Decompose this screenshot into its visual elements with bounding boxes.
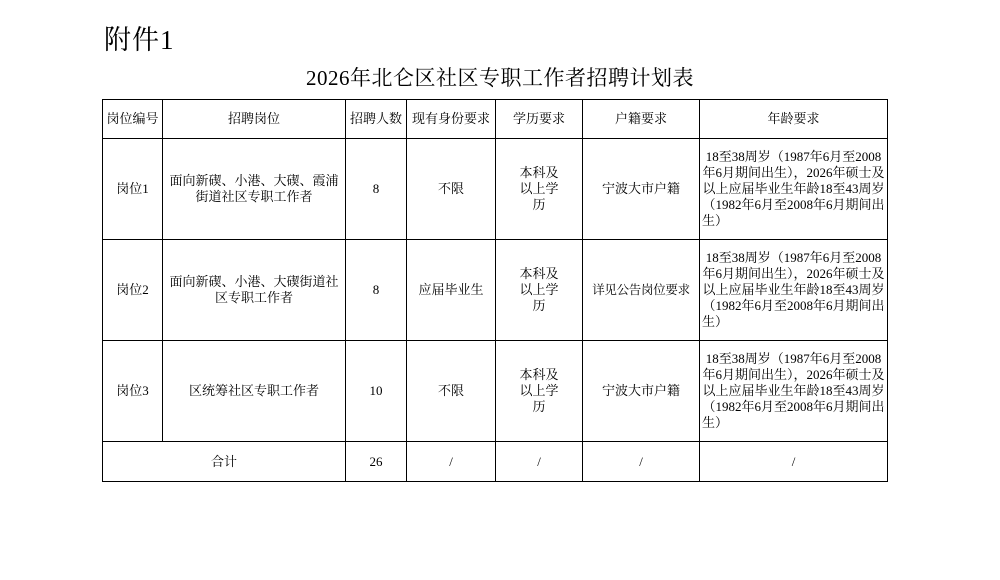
count-cell: 8 (346, 240, 407, 341)
position-id-cell: 岗位1 (103, 139, 163, 240)
age-cell: 18至38周岁（1987年6月至2008年6月期间出生），2026年硕士及以上应届毕业生年龄18至43周岁（1982年6月至2008年6月期间出生） (700, 240, 888, 341)
count-cell: 8 (346, 139, 407, 240)
count-cell: 10 (346, 341, 407, 442)
position-cell (163, 341, 346, 442)
total-label-cell: 合计 (103, 442, 346, 482)
total-residence-cell: / (583, 442, 700, 482)
table-row (103, 139, 888, 240)
attachment-label: 附件1 (104, 25, 175, 55)
age-cell: 18至38周岁（1987年6月至2008年6月期间出生），2026年硕士及以上应届毕业生年龄18至43周岁（1982年6月至2008年6月期间出生） (700, 139, 888, 240)
header-count: 招聘人数 (346, 100, 407, 139)
residence-cell: 宁波大市户籍 (583, 139, 700, 240)
position-id-cell: 岗位3 (103, 341, 163, 442)
table-row (103, 341, 888, 442)
total-identity-cell: / (407, 442, 496, 482)
identity-cell: 不限 (407, 341, 496, 442)
total-row (103, 442, 888, 482)
position-id-cell: 岗位2 (103, 240, 163, 341)
header-identity: 现有身份要求 (407, 100, 496, 139)
page-title: 2026年北仑区社区专职工作者招聘计划表 (306, 66, 694, 90)
position-cell (163, 139, 346, 240)
education-cell: 本科及以上学历 (496, 139, 583, 240)
table-row (103, 240, 888, 341)
total-age-cell: / (700, 442, 888, 482)
total-count-cell: 26 (346, 442, 407, 482)
table-header-row (103, 100, 888, 139)
recruitment-plan-table (102, 99, 888, 482)
header-position: 招聘岗位 (163, 100, 346, 139)
residence-cell: 详见公告岗位要求 (583, 240, 700, 341)
education-cell: 本科及以上学历 (496, 341, 583, 442)
education-cell: 本科及以上学历 (496, 240, 583, 341)
position-cell (163, 240, 346, 341)
position-text: 面向新碶、小港、大碶、霞浦街道社区专职工作者 (169, 173, 339, 204)
residence-cell: 宁波大市户籍 (583, 341, 700, 442)
header-age: 年龄要求 (700, 100, 888, 139)
total-education-cell: / (496, 442, 583, 482)
header-education: 学历要求 (496, 100, 583, 139)
identity-cell: 不限 (407, 139, 496, 240)
header-residence: 户籍要求 (583, 100, 700, 139)
position-text: 区统筹社区专职工作者 (188, 383, 319, 398)
header-position-id: 岗位编号 (103, 100, 163, 139)
age-cell: 18至38周岁（1987年6月至2008年6月期间出生），2026年硕士及以上应届毕业生年龄18至43周岁（1982年6月至2008年6月期间出生） (700, 341, 888, 442)
position-text: 面向新碶、小港、大碶街道社区专职工作者 (169, 274, 339, 305)
identity-cell: 应届毕业生 (407, 240, 496, 341)
